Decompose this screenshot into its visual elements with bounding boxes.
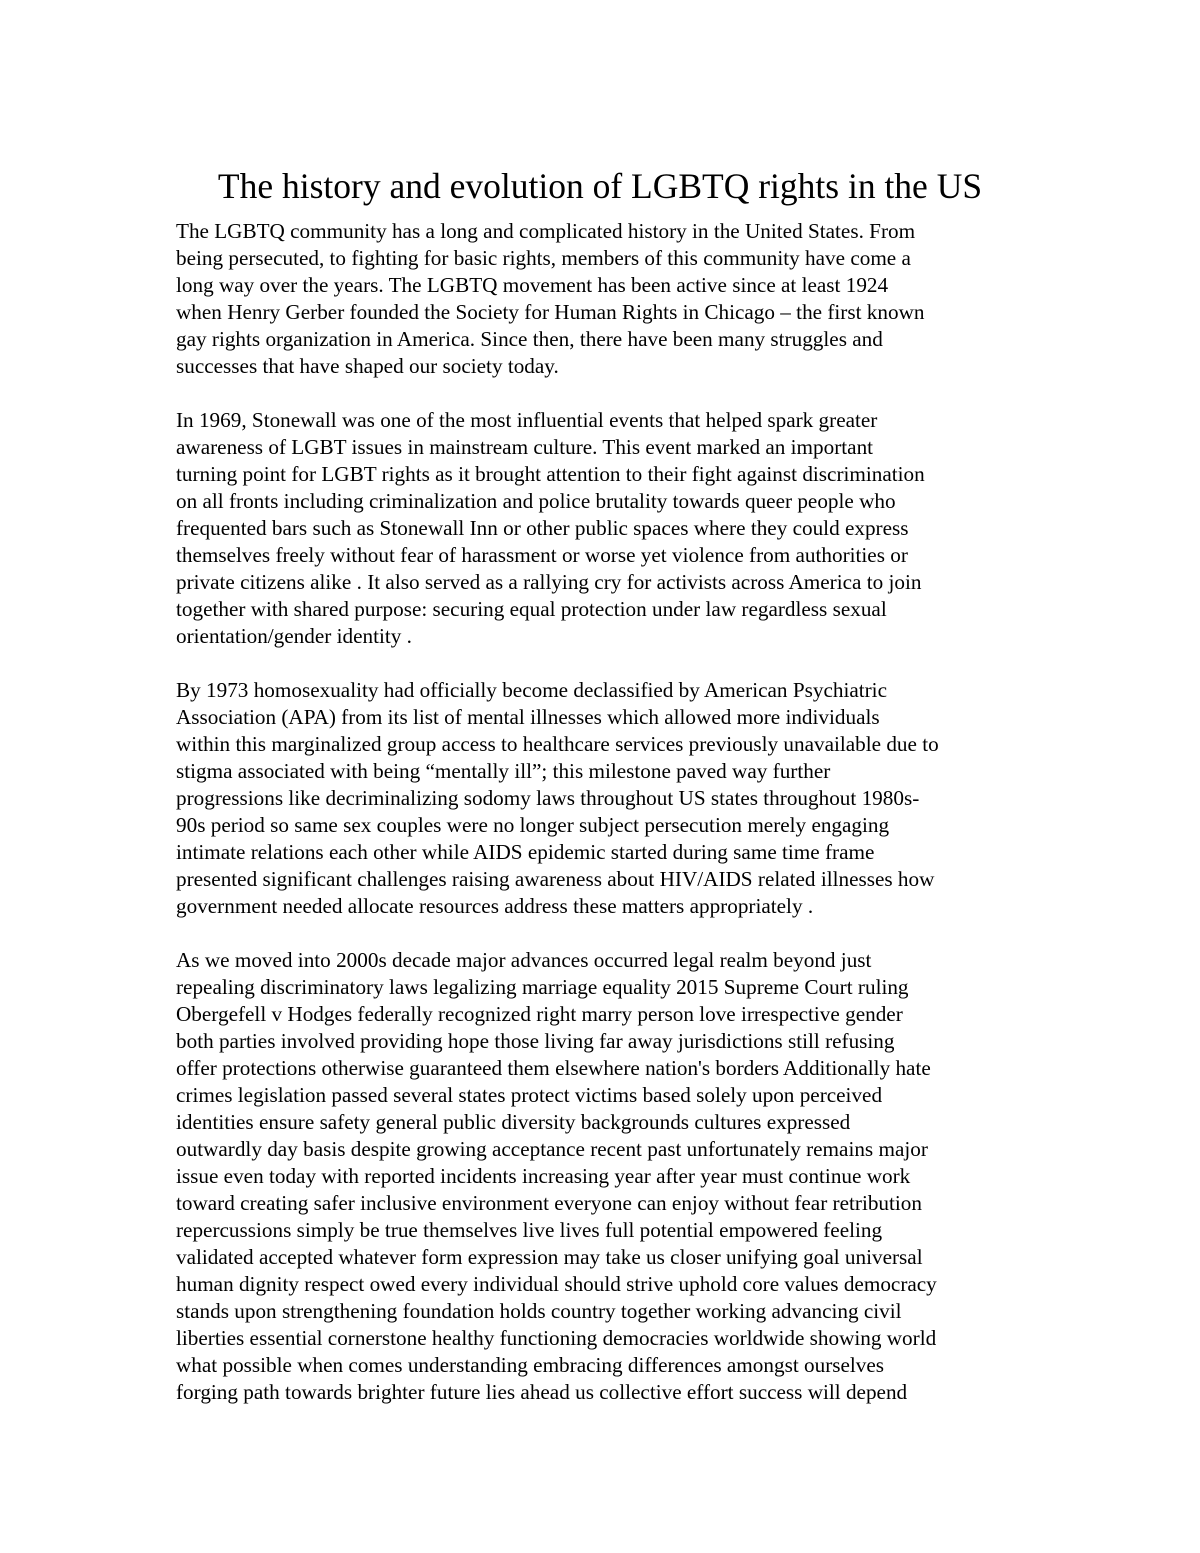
text-line: identities ensure safety general public diversity backgrounds cultures expressed <box>176 1110 851 1134</box>
text-line: 90s period so same sex couples were no longer subject persecution merely engaging <box>176 813 890 837</box>
text-line: on all fronts including criminalization and police brutality towards queer people who <box>176 489 896 513</box>
text-line: presented significant challenges raising awareness about HIV/AIDS related illnesses how <box>176 867 935 891</box>
text-line: long way over the years. The LGBTQ movement has been active since at least 1924 <box>176 273 889 297</box>
text-line: crimes legislation passed several states protect victims based solely upon perceived <box>176 1083 883 1107</box>
text-line: progressions like decriminalizing sodomy laws throughout US states throughout 1980s- <box>176 786 920 810</box>
text-line: together with shared purpose: securing equal protection under law regardless sexual <box>176 597 887 621</box>
text-line: turning point for LGBT rights as it brought attention to their fight against discrimination <box>176 462 925 486</box>
text-line: offer protections otherwise guaranteed them elsewhere nation's borders Additionally hate <box>176 1056 931 1080</box>
text-line: Obergefell v Hodges federally recognized right marry person love irrespective gender <box>176 1002 903 1026</box>
document-body <box>176 218 1036 1433</box>
text-line: awareness of LGBT issues in mainstream culture. This event marked an important <box>176 435 874 459</box>
text-line: when Henry Gerber founded the Society for Human Rights in Chicago – the first known <box>176 300 925 324</box>
text-line: By 1973 homosexuality had officially become declassified by American Psychiatric <box>176 678 887 702</box>
text-line: both parties involved providing hope those living far away jurisdictions still refusing <box>176 1029 895 1053</box>
paragraph-1 <box>176 218 1036 380</box>
text-line: Association (APA) from its list of mental illnesses which allowed more individuals <box>176 705 880 729</box>
text-line: gay rights organization in America. Since then, there have been many struggles and <box>176 327 883 351</box>
text-line: human dignity respect owed every individual should strive uphold core values democracy <box>176 1272 937 1296</box>
text-line: intimate relations each other while AIDS epidemic started during same time frame <box>176 840 875 864</box>
text-line: liberties essential cornerstone healthy functioning democracies worldwide showing world <box>176 1326 937 1350</box>
text-line: repercussions simply be true themselves live lives full potential empowered feeling <box>176 1218 883 1242</box>
text-line: private citizens alike . It also served as a rallying cry for activists across America to join <box>176 570 922 594</box>
text-line: validated accepted whatever form expression may take us closer unifying goal universal <box>176 1245 923 1269</box>
text-line: outwardly day basis despite growing acceptance recent past unfortunately remains major <box>176 1137 928 1161</box>
text-line: forging path towards brighter future lies ahead us collective effort success will depend <box>176 1380 908 1404</box>
text-line: frequented bars such as Stonewall Inn or other public spaces where they could express <box>176 516 909 540</box>
text-line: what possible when comes understanding embracing differences amongst ourselves <box>176 1353 885 1377</box>
text-line: The LGBTQ community has a long and complicated history in the United States. From <box>176 219 916 243</box>
text-line: As we moved into 2000s decade major advances occurred legal realm beyond just <box>176 948 872 972</box>
text-line: issue even today with reported incidents increasing year after year must continue work <box>176 1164 911 1188</box>
text-line: stigma associated with being “mentally ill”; this milestone paved way further <box>176 759 831 783</box>
paragraph-2 <box>176 407 1036 650</box>
text-line: In 1969, Stonewall was one of the most influential events that helped spark greater <box>176 408 878 432</box>
text-line: successes that have shaped our society today. <box>176 354 559 378</box>
text-line: stands upon strengthening foundation holds country together working advancing civil <box>176 1299 902 1323</box>
text-line: toward creating safer inclusive environment everyone can enjoy without fear retribution <box>176 1191 922 1215</box>
text-line: themselves freely without fear of harassment or worse yet violence from authorities or <box>176 543 908 567</box>
text-line: being persecuted, to fighting for basic rights, members of this community have come a <box>176 246 911 270</box>
paragraph-4 <box>176 947 1036 1406</box>
text-line: repealing discriminatory laws legalizing marriage equality 2015 Supreme Court ruling <box>176 975 909 999</box>
text-line: orientation/gender identity . <box>176 624 412 648</box>
text-line: within this marginalized group access to healthcare services previously unavailable due to <box>176 732 939 756</box>
text-line: government needed allocate resources address these matters appropriately . <box>176 894 814 918</box>
document-title: The history and evolution of LGBTQ rights in the US <box>217 166 983 206</box>
paragraph-3 <box>176 677 1036 920</box>
